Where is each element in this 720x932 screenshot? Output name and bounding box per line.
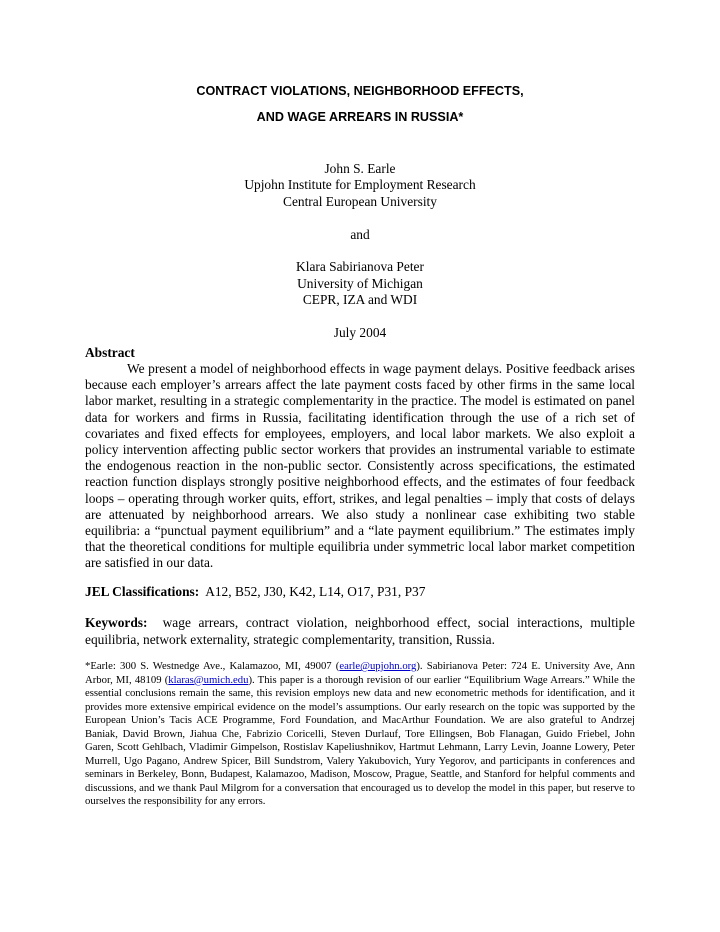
author1-affiliation-2: Central European University [283,193,437,209]
author1-affiliation-1: Upjohn Institute for Employment Research [244,177,476,193]
author2-affiliation-1: University of Michigan [297,275,423,291]
and-separator: and [350,226,370,242]
keywords [85,615,635,648]
footnote-part-2: ). Sabirianova Peter: 724 E. University Ave, Ann Arbor, MI, 48109 ( [85,660,635,686]
abstract-body: We present a model of neighborhood effects in wage payment delays. Positive feedback arises because each employer’s arrears affect the late payment costs faced by other firms in the same local labor market, resulting in a strategic complementarity in the practice. The model is estimated on panel data for workers and firms in Russia, facilitating identification through the use of a rich set of covariates and fixed effects for employees, employers, and local labor markets. We also exploit a policy intervention affecting public sector workers that provides an instrumental variable to estimate the endogenous reaction in the non-public sector. Consistently across specifications, the estimated reaction function displays strongly positive neighborhood effects, and the estimates of four feedback loops – operating through worker quits, effort, strikes, and legal penalties – imply that costs of delays are attenuated by neighborhood arrears. We also study a nonlinear case exhibiting two stable equilibria: a “punctual payment equilibrium” and a “late payment equilibrium.” The estimates imply that the theoretical conditions for multiple equilibria under symmetric local labor market competition are satisfied in our data. [85,361,635,571]
title-line-1: CONTRACT VIOLATIONS, NEIGHBORHOOD EFFECTS, [196,84,524,98]
author2-affiliation-2: CEPR, IZA and WDI [302,292,418,308]
abstract-heading: Abstract [85,345,135,360]
keywords-text: wage arrears, contract violation, neighborhood effect, social interactions, multiple equilibria, network externality, strategic complementarity, transition, Russia. [85,615,635,647]
footnote-part-1: *Earle: 300 S. Westnedge Ave., Kalamazoo, MI, 49007 ( [85,660,340,672]
title-line-2: AND WAGE ARREARS IN RUSSIA* [256,110,464,124]
jel-codes: A12, B52, J30, K42, L14, O17, P31, P37 [205,584,426,599]
author1-name: John S. Earle [324,161,396,176]
footnote [85,660,635,809]
author2-name: Klara Sabirianova Peter [296,259,424,275]
email-link-klaras[interactable]: klaras@umich.edu [168,673,249,686]
author-block [0,161,720,341]
paper-date: July 2004 [333,325,387,341]
footnote-part-3: ). This paper is a thorough revision of our earlier “Equilibrium Wage Arrears.” While the essential conclusions remain the same, this revision employs new data and new econometric methods for identification, and it provides more extensive empirical evidence on the model’s assumptions. Our early research on the topic was supported by the European Union’s Tacis ACE Programme, Ford Foundation, and MacArthur Foundation. We are also grateful to Andrzej Baniak, David Brown, Jiahua Che, Fabrizio Coricelli, Steven Durlauf, Tore Ellingsen, Bob Flanagan, Guido Friebel, John Garen, Scott Gehlbach, Vladimir Gimpelson, Rostislav Kapeliushnikov, Hartmut Lehmann, Larry Levin, Joanne Lowery, Peter Murrell, Ugo Pagano, Andrew Spicer, Bill Sundstrom, Valery Yakubovich, Yury Yegorov, and participants in conferences and seminars in Berkeley, Bonn, Budapest, Kalamazoo, Madison, Moscow, Prague, Seattle, and Stanford for helpful comments and discussions, and we thank Paul Milgrom for a conversation that encouraged us to develop the model in this paper, but reserve to ourselves the responsibility for any errors. [85,673,635,808]
keywords-label: Keywords: [85,615,148,630]
email-link-earle[interactable]: earle@upjohn.org [339,660,417,672]
jel-label: JEL Classifications: [85,584,200,599]
jel-classifications [85,584,635,600]
